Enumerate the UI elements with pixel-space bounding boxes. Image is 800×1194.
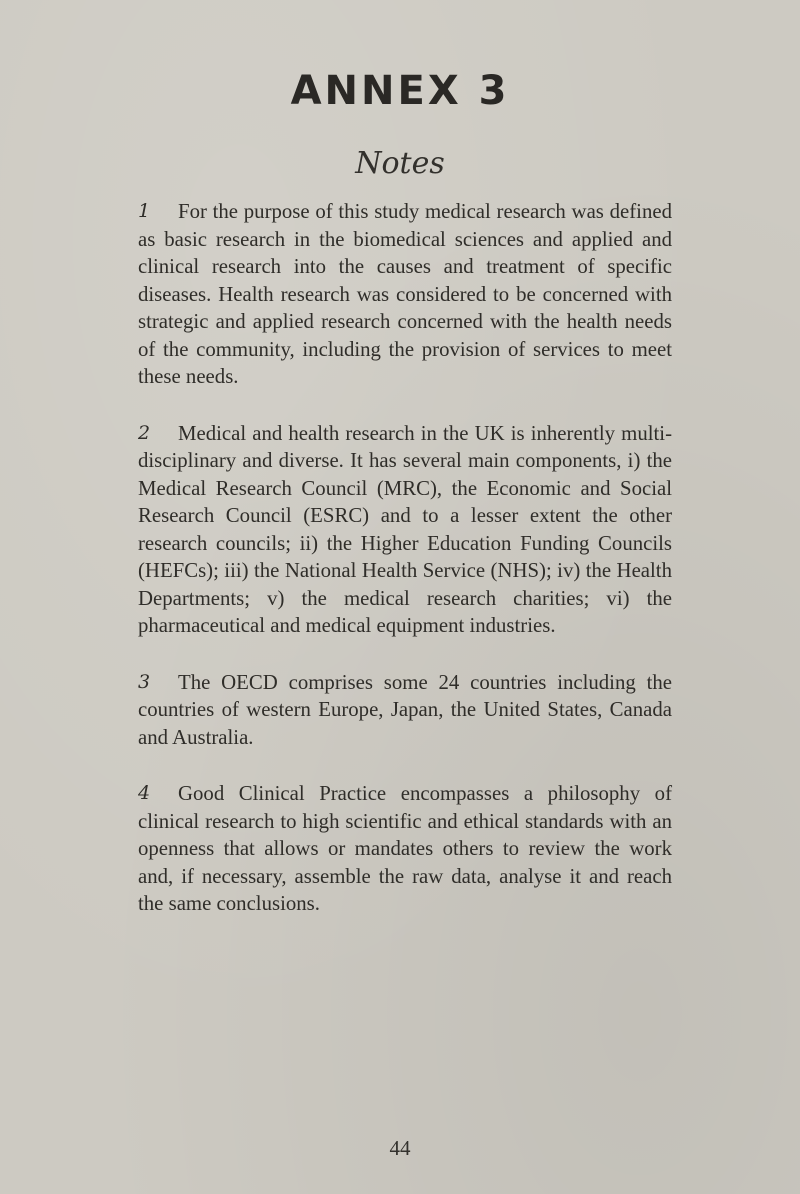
note-text: Good Clinical Practice encompasses a philosophy of clinical research to high scientific and ethical standards with an openness that allows or mandates others to review the work and, if necessary, assemble the raw data, analyse it and reach the same conclusions.	[138, 782, 672, 915]
note-item	[138, 198, 672, 391]
annex-title: ANNEX 3	[290, 68, 510, 114]
note-number: 2	[138, 421, 151, 444]
note-number: 3	[138, 670, 151, 693]
note-number: 4	[138, 782, 151, 804]
notes-list	[138, 198, 672, 947]
page-number: 44	[389, 1136, 411, 1160]
note-number: 1	[138, 200, 151, 222]
note-text: Medical and health research in the UK is inherently multi-disciplinary and diverse. It has several main components, i) the Medical Research Council (MRC), the Economic and Social Research Council (ESRC) and to a lesser extent the other research councils; ii) the Higher Education Funding Councils (HEFCs); iii) the National Health Service (NHS); iv) the Health Departments; v) the medical research charities; vi) the pharmaceutical and medical equipment industries.	[138, 421, 672, 637]
note-text: For the purpose of this study medical research was defined as basic research in the biomedical sciences and applied and clinical research into the causes and treatment of specific diseases. Health research was considered to be concerned with strategic and applied research concerned with the health needs of the community, including the provision of services to meet these needs.	[138, 200, 672, 388]
note-text: The OECD comprises some 24 countries including the countries of western Europe, Japan, the United States, Canada and Australia.	[138, 670, 672, 749]
notes-heading: Notes	[355, 146, 445, 181]
note-item	[138, 669, 672, 752]
note-item	[138, 420, 672, 640]
note-item	[138, 780, 672, 918]
